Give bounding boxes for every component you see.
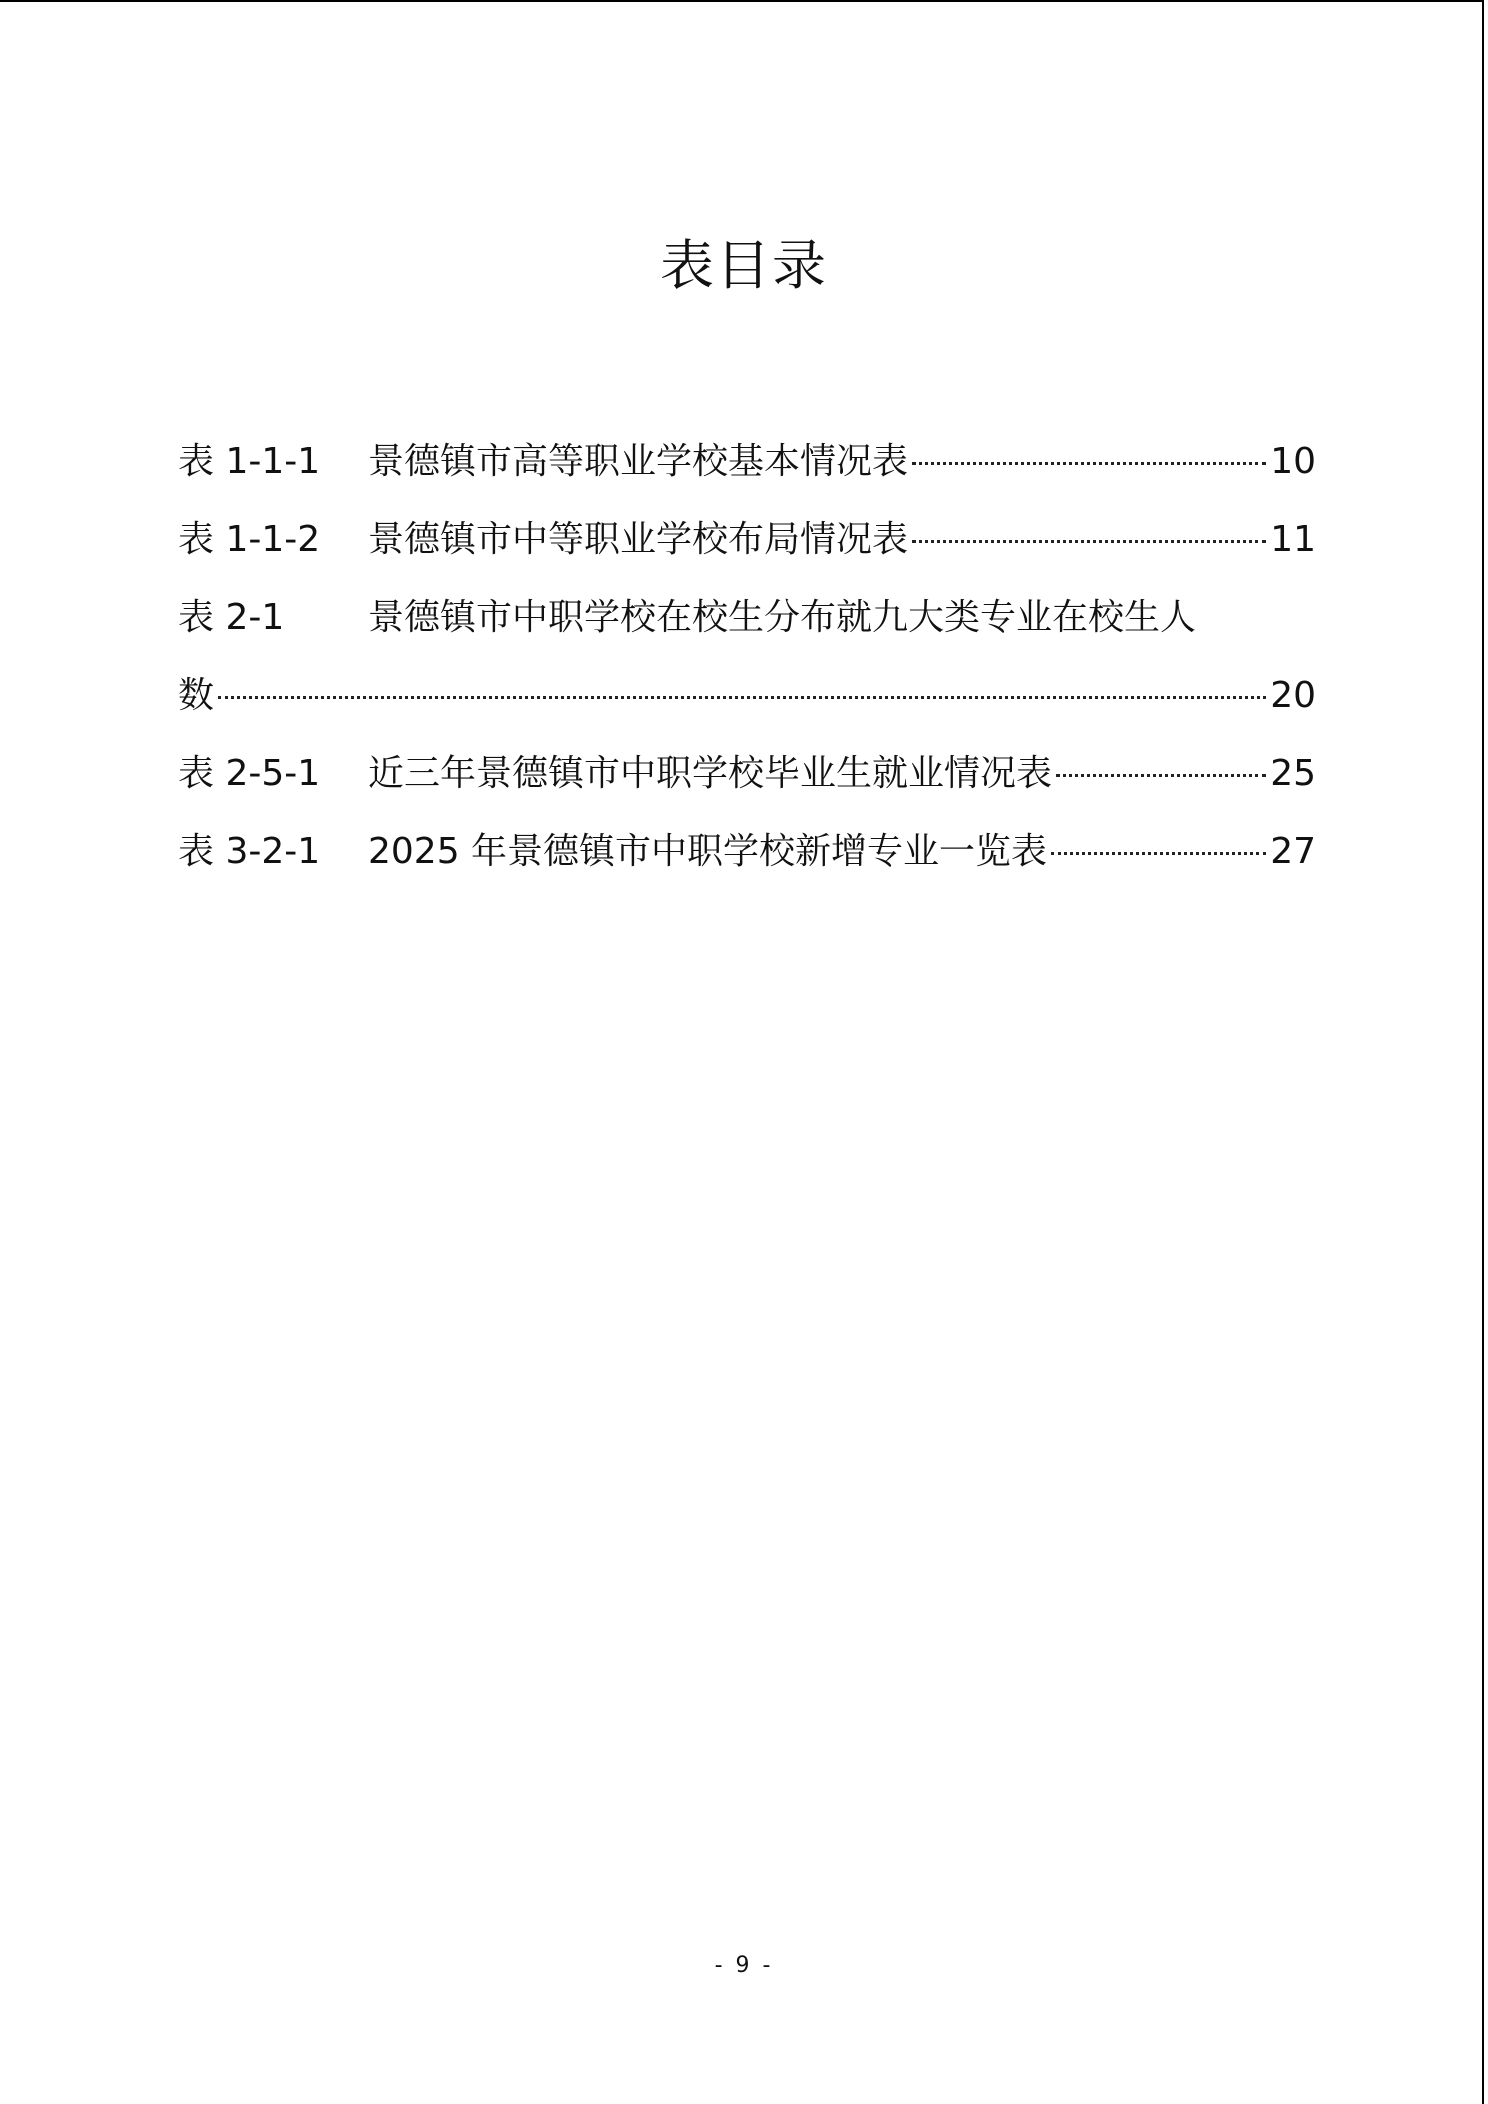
dot-leader [912, 540, 1266, 543]
dot-leader [1051, 852, 1266, 855]
dot-leader [1056, 774, 1266, 777]
toc-entry-label: 表 3-2-1 [178, 831, 321, 872]
toc-entry-title: 景德镇市中等职业学校布局情况表 [368, 519, 909, 560]
toc-entry-page: 11 [1270, 519, 1316, 560]
page-title: 表目录 [660, 234, 828, 297]
toc-entry[interactable] [178, 508, 1316, 586]
page-number: - 9 - [714, 1953, 774, 1978]
toc-entry-page: 25 [1270, 753, 1316, 794]
toc-entry-title: 近三年景德镇市中职学校毕业生就业情况表 [368, 753, 1053, 794]
toc-entry-title: 景德镇市中职学校在校生分布就九大类专业在校生人 [368, 597, 1197, 638]
toc-entry-title-continuation: 数 [178, 675, 215, 716]
toc-entry-page: 20 [1270, 675, 1316, 716]
toc-entry-label: 表 2-1 [178, 597, 285, 638]
toc-entry[interactable] [178, 586, 1316, 742]
toc-entry-label: 表 1-1-1 [178, 441, 321, 482]
toc-entry-title: 景德镇市高等职业学校基本情况表 [368, 441, 909, 482]
table-of-tables [178, 430, 1316, 898]
toc-entry-title: 2025 年景德镇市中职学校新增专业一览表 [368, 831, 1048, 872]
toc-entry-page: 27 [1270, 831, 1316, 872]
toc-entry[interactable] [178, 820, 1316, 898]
dot-leader [912, 462, 1266, 465]
toc-entry[interactable] [178, 430, 1316, 508]
toc-entry[interactable] [178, 742, 1316, 820]
dot-leader [218, 696, 1266, 699]
toc-entry-label: 表 1-1-2 [178, 519, 321, 560]
toc-entry-label: 表 2-5-1 [178, 753, 321, 794]
toc-entry-page: 10 [1270, 441, 1316, 482]
